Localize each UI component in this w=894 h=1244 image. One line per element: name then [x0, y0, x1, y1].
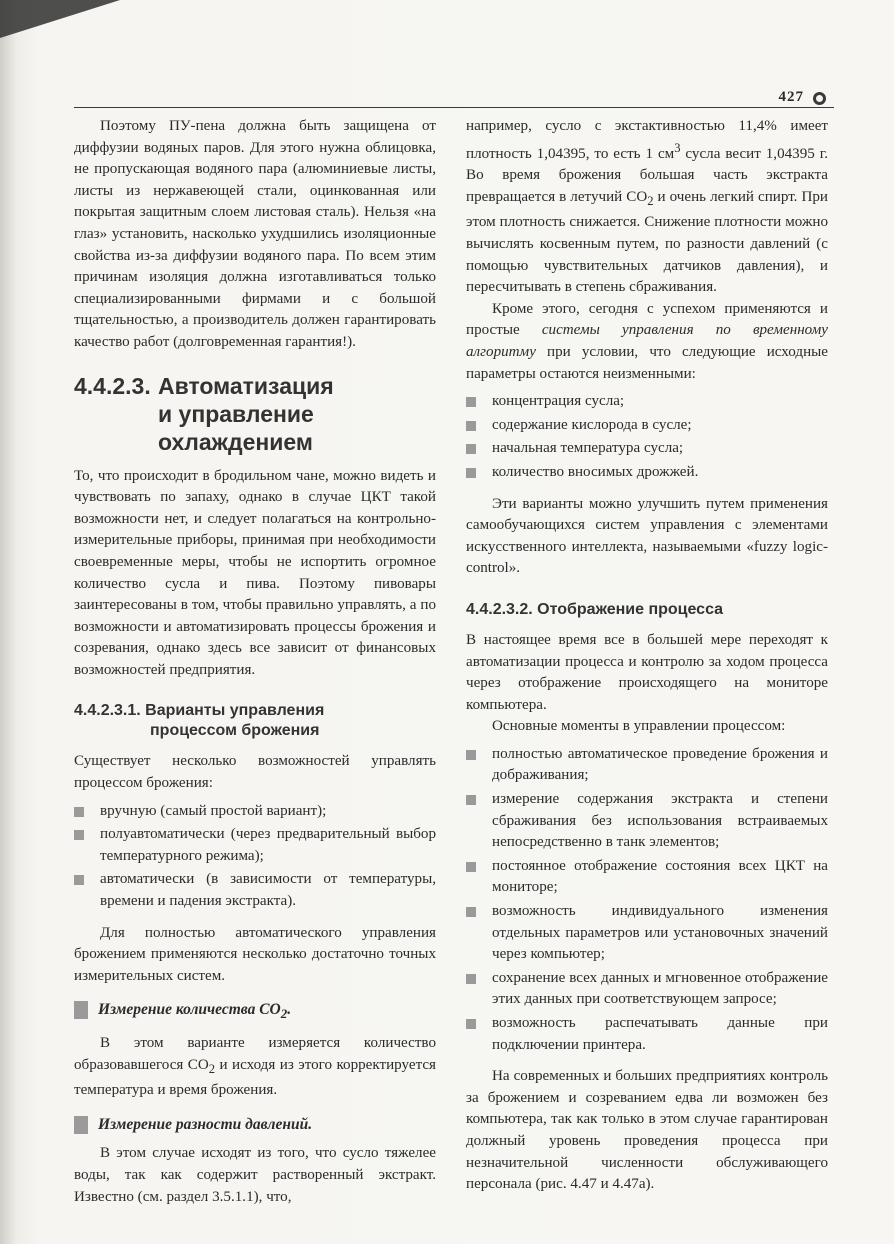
paragraph: Существует несколько возможностей управлять процессом брожения:: [74, 753, 436, 792]
bullet-square-icon: [466, 468, 476, 478]
list-item: возможность распечатывать данные при подключении принтера.: [466, 1013, 828, 1056]
scan-corner-mark: [0, 0, 120, 38]
bullet-square-icon: [466, 795, 476, 805]
bullet-list: [466, 391, 828, 483]
list-item: сохранение всех данных и мгновенное отображение этих данных при соответствующем запросе;: [466, 968, 828, 1011]
bullet-square-icon: [466, 974, 476, 984]
list-item: содержание кислорода в сусле;: [466, 415, 828, 437]
paragraph: Эти варианты можно улучшить путем применения самообучающихся систем управления с элементами искусственного интеллекта, называемыми «fuzzy logic-control».: [466, 495, 828, 577]
list-item: возможность индивидуального изменения отдельных параметров или установочных значений через компьютер;: [466, 901, 828, 966]
paragraph: На современных и больших предприятиях контроль за брожением и созреванием едва ли возможен без компьютера, так как только в этом случае гарантирован должный уровень проведения процесса при незначительной численности обслуживающего персонала (рис. 4.47 и 4.47а).: [466, 1068, 828, 1193]
bullet-square-icon: [466, 907, 476, 917]
heading-marker-icon: [74, 1116, 88, 1134]
heading-marker-icon: [74, 1001, 88, 1019]
subsection-title-line1: 4.4.2.3.1. Варианты управления: [74, 702, 325, 720]
list-item: постоянное отображение состояния всех ЦКТ на мониторе;: [466, 856, 828, 899]
bullet-square-icon: [466, 862, 476, 872]
section-number: 4.4.2.3.: [74, 372, 151, 399]
paragraph: Поэтому ПУ-пена должна быть защищена от диффузии водяных паров. Для этого нужна облицовка, не пропускающая водяного пара (алюминиевые листы, листы из нержавеющей стали, оцинкованная или покрытая защитным слоем листовая сталь). Нельзя «на глаз» установить, насколько ухудшились изоляционные свойства из-за диффузии водяного пара. По всем этим причинам изоляция должна изготавливаться только специализированными фирмами и с большой тщательностью, а производитель должен гарантировать качество работ (долговременная гарантия!).: [74, 118, 436, 350]
bullet-list: [74, 801, 436, 913]
page-spine-shadow: [0, 0, 16, 1244]
page-number: 427: [778, 89, 804, 105]
bullet-square-icon: [466, 444, 476, 454]
bullet-square-icon: [466, 397, 476, 407]
list-item: начальная температура сусла;: [466, 438, 828, 460]
list-item: автоматически (в зависимости от температуры, времени и падения экстракта).: [74, 869, 436, 912]
bullet-list: [466, 744, 828, 1056]
list-item: измерение содержания экстракта и степени сбраживания без использования встраиваемых непосредственно в танк элементов;: [466, 789, 828, 854]
method-heading-co2: Измерение количества $CO_2$.: [74, 999, 436, 1025]
bullet-square-icon: [466, 1019, 476, 1029]
paragraph: например, сусло с экстактивностью 11,4% имеет плотность 1,04395, то есть 1 $см^3$ сусла весит 1,04395 г. Во время брожения большая часть экстракта превращается в летучий $CO_2$ и очень легкий спирт. При этом плотность снижается. Снижение плотности можно вычислять косвенным путем, по разности давлений (с помощью чувствительных датчиков давления), и пересчитывать в степень сбраживания.: [466, 118, 828, 296]
bullet-square-icon: [74, 830, 84, 840]
list-item: вручную (самый простой вариант);: [74, 801, 436, 823]
section-title-line1: Автоматизация: [158, 372, 334, 399]
section-title-line3: охлаждением: [158, 428, 313, 455]
list-item: количество вносимых дрожжей.: [466, 462, 828, 484]
subsection-heading: [74, 701, 436, 741]
bullet-square-icon: [74, 875, 84, 885]
page-header: [74, 86, 834, 108]
header-rule: [74, 107, 834, 108]
subsection-title-line2: процессом брожения: [150, 722, 320, 740]
subsection-heading: 4.4.2.3.2. Отображение процесса: [466, 600, 724, 618]
list-item: полностью автоматическое проведение брожения и дображивания;: [466, 744, 828, 787]
bullet-square-icon: [466, 750, 476, 760]
section-heading: [74, 372, 436, 456]
bullet-square-icon: [74, 807, 84, 817]
paragraph: Основные моменты в управлении процессом:: [492, 718, 786, 735]
paragraph: В этом варианте измеряется количество образовавшегося $CO_2$ и исходя из этого корректируется температура и время брожения.: [74, 1035, 436, 1099]
list-item: полуавтоматически (через предварительный выбор температурного режима);: [74, 824, 436, 867]
paragraph: В настоящее время все в большей мере переходят к автоматизации процесса и контролю за ходом процесса через отображение происходящего на мониторе компьютера.: [466, 631, 828, 713]
section-title-line2: и управление: [158, 400, 314, 427]
paragraph: В этом случае исходят из того, что сусло тяжелее воды, так как содержит растворенный экстракт. Известно (см. раздел 3.5.1.1), что,: [74, 1145, 436, 1205]
right-column: [466, 116, 828, 1196]
paragraph: Для полностью автоматического управления брожением применяются несколько достаточно точных измерительных систем.: [74, 924, 436, 984]
list-item: концентрация сусла;: [466, 391, 828, 413]
page-marker-icon: [813, 92, 826, 105]
method-heading-pressure: Измерение разности давлений.: [74, 1114, 436, 1136]
paragraph: То, что происходит в бродильном чане, можно видеть и чувствовать по запаху, однако в случае ЦКТ такой возможности нет, и следует полагаться на контрольно-измерительные приборы, принимая при необходимости своевременные меры, чтобы не испортить огромное количество сусла и пива. Поэтому пивовары заинтересованы в том, чтобы правильно управлять, а по возможности и автоматизировать процессы брожения и созревания, однако здесь все зависит от финансовых возможностей предприятия.: [74, 467, 436, 678]
paragraph: Кроме этого, сегодня с успехом применяются и простые системы управления по временному алгоритму при условии, что следующие исходные параметры остаются неизменными:: [466, 300, 828, 382]
bullet-square-icon: [466, 421, 476, 431]
left-column: [74, 116, 436, 1208]
